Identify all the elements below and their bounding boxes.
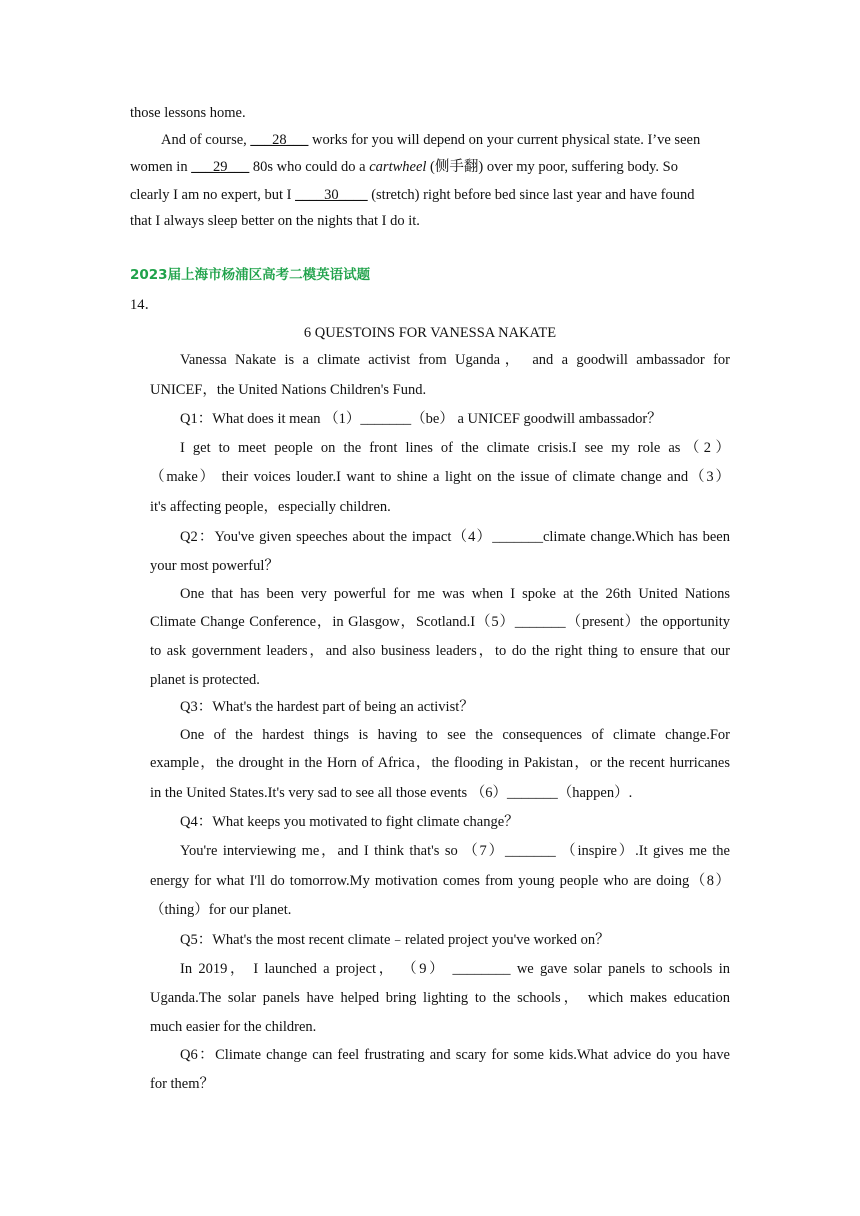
passage-line: Q6：Climate change can feel frustrating and scary for some kids.What advice do you have (180, 1047, 730, 1063)
passage-line: for them？ (150, 1076, 215, 1092)
passage-line: Q4：What keeps you motivated to fight climate change？ (180, 814, 519, 830)
passage-line: much easier for the children. (150, 1019, 317, 1035)
passage-line: One of the hardest things is having to see the consequences of climate change.For (180, 727, 730, 743)
text: (侧手翻) over my poor, suffering body. So (426, 159, 678, 175)
text: works for you will depend on your current physical state. I’ve seen (308, 132, 701, 148)
passage-line: Climate Change Conference，in Glasgow，Scotland.I（5）_______（present）the opportunity (150, 614, 730, 630)
passage-line: Vanessa Nakate is a climate activist from Uganda， and a goodwill ambassador for (180, 352, 730, 368)
question-number: 14． (130, 297, 159, 313)
passage-line (161, 131, 700, 149)
passage-line (130, 158, 678, 176)
text: 80s who could do a (249, 159, 370, 175)
passage-line: energy for what I'll do tomorrow.My motivation comes from young people who are doing（8） (150, 873, 730, 889)
blank-28: ___28___ (250, 132, 309, 148)
passage-line: You're interviewing me，and I think that's so （7）_______ （inspire）.It gives me the (180, 843, 730, 859)
passage-line: （thing）for our planet. (150, 902, 292, 918)
text: those lessons home. (130, 105, 246, 121)
text: that I always sleep better on the nights that I do it. (130, 213, 420, 229)
passage-line: I get to meet people on the front lines of the climate crisis.I see my role as（2） (180, 440, 730, 456)
text: women in (130, 159, 192, 175)
text: (stretch) right before bed since last year and have found (367, 187, 695, 203)
blank-30: ____30____ (295, 187, 368, 203)
passage-line: Q5：What's the most recent climate﹣related project you've worked on？ (180, 932, 610, 948)
passage-line (130, 186, 695, 204)
italic-word: cartwheel (369, 159, 427, 175)
passage-line: One that has been very powerful for me was when I spoke at the 26th United Nations (180, 586, 730, 602)
passage-line: to ask government leaders，and also business leaders，to do the right thing to ensure that our (150, 643, 730, 659)
text: And of course, (161, 132, 251, 148)
passage-line: In 2019， I launched a project， （9） ________ we gave solar panels to schools in (180, 961, 730, 977)
passage-line: your most powerful？ (150, 558, 279, 574)
passage-line: UNICEF，the United Nations Children's Fund. (150, 382, 427, 398)
passage-line: （make） their voices louder.I want to shine a light on the issue of climate change and（3） (150, 469, 730, 485)
text: clearly I am no expert, but I (130, 187, 296, 203)
passage-line: in the United States.It's very sad to see all those events （6）_______（happen）. (150, 785, 633, 801)
passage-line (130, 104, 246, 122)
passage-line: Q3：What's the hardest part of being an activist？ (180, 699, 474, 715)
section-heading: 2023届上海市杨浦区高考二模英语试题 (130, 267, 371, 283)
passage-line: Q2：You've given speeches about the impact（4）_______climate change.Which has been (180, 529, 730, 545)
blank-29: ___29___ (191, 159, 250, 175)
passage-title: 6 QUESTOINS FOR VANESSA NAKATE (303, 325, 557, 341)
passage-line: example，the drought in the Horn of Africa，the flooding in Pakistan，or the recent hurricanes (150, 755, 730, 771)
passage-line (130, 212, 420, 230)
passage-line: it's affecting people，especially children. (150, 499, 391, 515)
passage-line: Q1：What does it mean （1）_______（be） a UNICEF goodwill ambassador？ (180, 411, 662, 427)
passage-line: planet is protected. (150, 672, 260, 688)
passage-line: Uganda.The solar panels have helped bring lighting to the schools， which makes education (150, 990, 730, 1006)
